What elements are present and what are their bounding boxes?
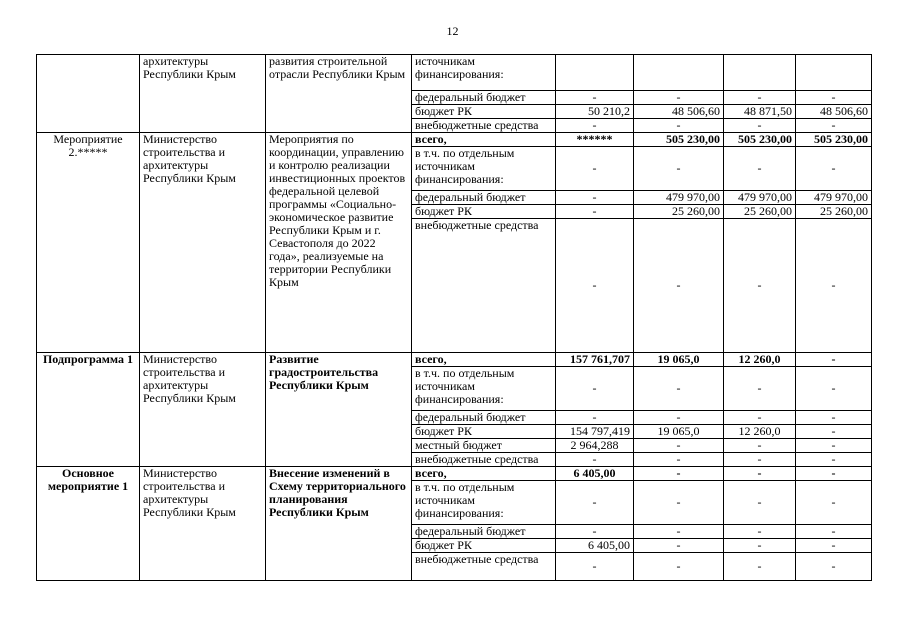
value-cell: - [634,91,724,105]
financing-table [36,54,872,581]
value-cell [796,55,872,91]
value-cell [556,55,634,91]
value-cell: - [634,525,724,539]
source-cell: внебюджетные средства [412,119,556,133]
event-name-cell: Мероприятия по координации, управлению и контролю реализации инвестиционных проектов федеральной целевой программы «Социально-экономическое развитие Республики Крым и г. Севастополя до 2022 года», реализуемые на территории Республики Крым [266,133,412,353]
value-cell [724,55,796,91]
value-cell: - [796,219,872,353]
table-row [37,353,872,367]
value-cell: - [556,119,634,133]
value-cell: 479 970,00 [634,191,724,205]
value-cell: - [796,367,872,411]
value-cell: ****** [556,133,634,147]
value-cell: - [634,453,724,467]
value-cell: - [634,367,724,411]
value-cell: - [724,525,796,539]
value-cell: 479 970,00 [796,191,872,205]
value-cell: - [556,147,634,191]
executor-cell: Министерство строительства и архитектуры Республики Крым [140,467,266,581]
value-cell: - [724,553,796,581]
value-cell: 25 260,00 [796,205,872,219]
value-cell: - [634,467,724,481]
value-cell: 25 260,00 [634,205,724,219]
value-cell: - [796,525,872,539]
value-cell: 48 506,60 [634,105,724,119]
executor-cell: архитектуры Республики Крым [140,55,266,133]
source-cell: федеральный бюджет [412,411,556,425]
value-cell: 50 210,2 [556,105,634,119]
value-cell: - [556,411,634,425]
table-row [37,55,872,91]
value-cell: 12 260,0 [724,425,796,439]
value-cell: - [796,119,872,133]
source-cell: федеральный бюджет [412,525,556,539]
value-cell [634,55,724,91]
value-cell: - [556,205,634,219]
value-cell: - [634,481,724,525]
value-cell: - [724,119,796,133]
value-cell: 6 405,00 [556,467,634,481]
row-label: Подпрограмма 1 [37,353,140,467]
value-cell: - [634,119,724,133]
value-cell: - [724,147,796,191]
value-cell: - [634,439,724,453]
value-cell: - [556,481,634,525]
value-cell: 6 405,00 [556,539,634,553]
source-cell: всего, [412,353,556,367]
value-cell: - [634,553,724,581]
value-cell: 479 970,00 [724,191,796,205]
value-cell: - [556,91,634,105]
value-cell: - [634,147,724,191]
table-row [37,467,872,481]
value-cell: - [724,439,796,453]
value-cell: - [724,91,796,105]
value-cell: 505 230,00 [634,133,724,147]
value-cell: - [634,539,724,553]
source-cell: бюджет РК [412,539,556,553]
value-cell: - [796,467,872,481]
source-cell: в т.ч. по отдельным источникам финансирования: [412,481,556,525]
value-cell: 19 065,0 [634,425,724,439]
source-cell: федеральный бюджет [412,91,556,105]
value-cell: - [556,219,634,353]
source-cell: источникам финансирования: [412,55,556,91]
value-cell: - [796,439,872,453]
value-cell: 157 761,707 [556,353,634,367]
value-cell: 154 797,419 [556,425,634,439]
value-cell: 505 230,00 [724,133,796,147]
source-cell: всего, [412,467,556,481]
value-cell: - [724,453,796,467]
value-cell: - [556,453,634,467]
value-cell: - [796,353,872,367]
source-cell: бюджет РК [412,205,556,219]
value-cell: - [724,467,796,481]
value-cell: - [796,91,872,105]
source-cell: в т.ч. по отдельным источникам финансирования: [412,367,556,411]
value-cell: - [634,411,724,425]
value-cell: - [796,411,872,425]
value-cell: 19 065,0 [634,353,724,367]
source-cell: местный бюджет [412,439,556,453]
value-cell: - [724,539,796,553]
executor-cell: Министерство строительства и архитектуры Республики Крым [140,353,266,467]
source-cell: бюджет РК [412,425,556,439]
value-cell: 2 964,288 [556,439,634,453]
value-cell: 505 230,00 [796,133,872,147]
executor-cell: Министерство строительства и архитектуры Республики Крым [140,133,266,353]
row-label [37,55,140,133]
row-label: Основное мероприятие 1 [37,467,140,581]
value-cell: - [796,539,872,553]
value-cell: - [556,553,634,581]
value-cell: - [796,553,872,581]
value-cell: - [724,411,796,425]
value-cell: - [796,147,872,191]
source-cell: внебюджетные средства [412,219,556,353]
source-cell: федеральный бюджет [412,191,556,205]
value-cell: - [556,525,634,539]
page-number: 12 [446,24,459,38]
value-cell: - [796,481,872,525]
value-cell: - [724,367,796,411]
source-cell: бюджет РК [412,105,556,119]
value-cell: 25 260,00 [724,205,796,219]
value-cell: - [634,219,724,353]
source-cell: внебюджетные средства [412,453,556,467]
event-name-cell: развития строительной отрасли Республики Крым [266,55,412,133]
value-cell: - [556,367,634,411]
value-cell: - [556,191,634,205]
value-cell: - [796,453,872,467]
row-label: Мероприятие 2.***** [37,133,140,353]
value-cell: - [724,219,796,353]
value-cell: 48 506,60 [796,105,872,119]
source-cell: внебюджетные средства [412,553,556,581]
value-cell: - [724,481,796,525]
source-cell: в т.ч. по отдельным источникам финансирования: [412,147,556,191]
table-row [37,133,872,147]
value-cell: 12 260,0 [724,353,796,367]
value-cell: - [796,425,872,439]
source-cell: всего, [412,133,556,147]
event-name-cell: Внесение изменений в Схему территориального планирования Республики Крым [266,467,412,581]
value-cell: 48 871,50 [724,105,796,119]
event-name-cell: Развитие градостроительства Республики Крым [266,353,412,467]
